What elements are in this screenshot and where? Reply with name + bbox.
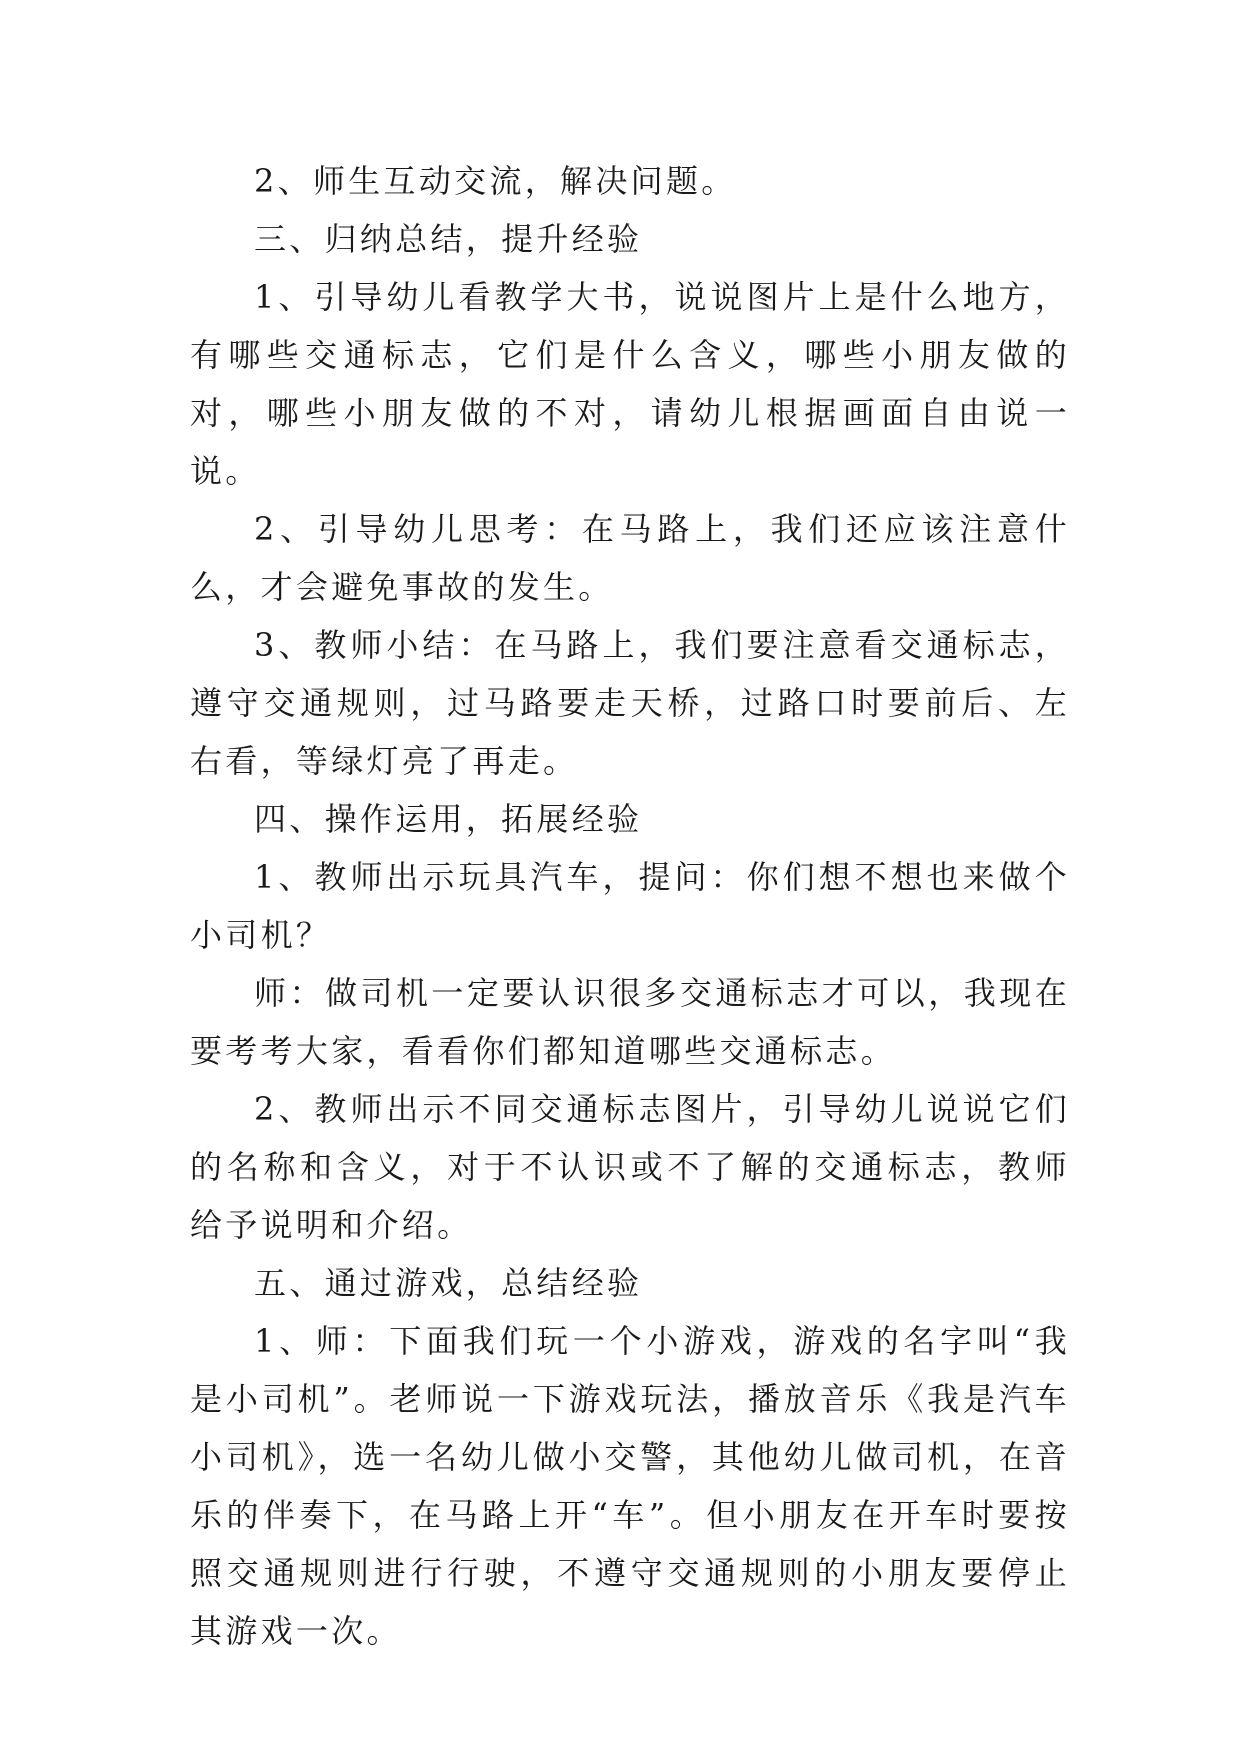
paragraph-sign-pictures: 2、教师出示不同交通标志图片，引导幼儿说说它们的名称和含义，对于不认识或不了解的交通标志，教师给予说明和介绍。 bbox=[190, 1090, 1070, 1244]
paragraph-toy-car: 1、教师出示玩具汽车，提问：你们想不想也来做个小司机？ bbox=[190, 858, 1070, 954]
paragraph-teacher-quiz: 师：做司机一定要认识很多交通标志才可以，我现在要考考大家，看看你们都知道哪些交通标志。 bbox=[190, 974, 1070, 1070]
section-heading-summary: 三、归纳总结，提升经验 bbox=[254, 220, 643, 258]
paragraph-think: 2、引导幼儿思考：在马路上，我们还应该注意什么，才会避免事故的发生。 bbox=[190, 510, 1070, 606]
paragraph-big-book: 1、引导幼儿看教学大书，说说图片上是什么地方，有哪些交通标志，它们是什么含义，哪些小朋友做的对，哪些小朋友做的不对，请幼儿根据画面自由说一说。 bbox=[190, 278, 1070, 490]
paragraph-teacher-summary: 3、教师小结：在马路上，我们要注意看交通标志，遵守交通规则，过马路要走天桥，过路口时要前后、左右看，等绿灯亮了再走。 bbox=[190, 626, 1070, 780]
paragraph-game: 1、师：下面我们玩一个小游戏，游戏的名字叫“我是小司机”。老师说一下游戏玩法，播放音乐《我是汽车小司机》，选一名幼儿做小交警，其他幼儿做司机，在音乐的伴奏下，在马路上开“车”。但小朋友在开车时要按照交通规则进行行驶，不遵守交通规则的小朋友要停止其游戏一次。 bbox=[190, 1322, 1070, 1650]
document-body bbox=[190, 152, 1070, 1660]
section-heading-game: 五、通过游戏，总结经验 bbox=[254, 1264, 643, 1302]
paragraph-interaction: 2、师生互动交流，解决问题。 bbox=[254, 162, 737, 200]
section-heading-practice: 四、操作运用，拓展经验 bbox=[254, 800, 643, 838]
